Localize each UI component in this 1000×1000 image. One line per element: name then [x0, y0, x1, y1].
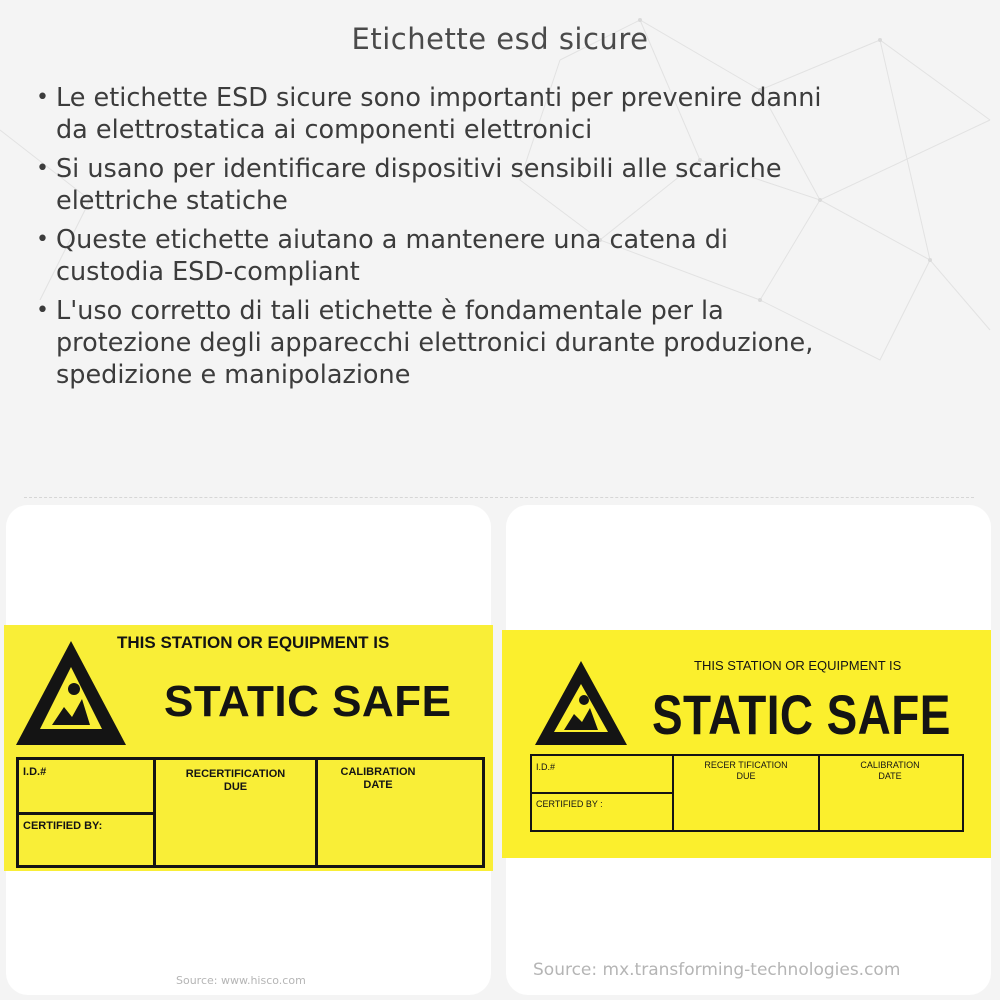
section-divider: [24, 497, 974, 498]
bullet-line: spedizione e manipolazione: [56, 360, 411, 390]
grid-divider: [532, 792, 672, 794]
id-field-label: I.D.#: [23, 766, 47, 778]
bullet-list: [34, 82, 974, 398]
calib-line: CALIBRATION: [340, 766, 416, 778]
image-card-right: [506, 505, 991, 995]
id-field-label: I.D.#: [536, 762, 556, 772]
esd-warning-triangle-icon: [532, 658, 630, 748]
label-form-grid: [16, 757, 485, 868]
label-header: THIS STATION OR EQUIPMENT IS: [117, 633, 390, 652]
label-form-grid: [530, 754, 964, 832]
label-header: THIS STATION OR EQUIPMENT IS: [694, 658, 902, 673]
esd-warning-triangle-icon: [12, 637, 130, 749]
recertification-label: [156, 768, 315, 794]
image-card-left: [6, 505, 491, 995]
bullet-line: custodia ESD-compliant: [56, 257, 360, 287]
recert-line: DUE: [223, 781, 248, 793]
bullet-dot: •: [36, 85, 49, 110]
certified-by-label: CERTIFIED BY:: [23, 820, 103, 832]
bullet-line: da elettrostatica ai componenti elettronici: [56, 115, 593, 145]
recert-line: RECER TIFICATION: [704, 760, 788, 770]
bullet-item: [34, 82, 974, 146]
label-main-text: STATIC SAFE: [652, 683, 951, 746]
calibration-label: [318, 766, 438, 792]
static-safe-label-image: [502, 630, 991, 858]
calib-line: CALIBRATION: [860, 760, 920, 770]
label-main-text: STATIC SAFE: [164, 677, 452, 726]
image-source-caption: Source: mx.transforming-technologies.com: [533, 960, 901, 980]
bullet-line: L'uso corretto di tali etichette è fondamentale per la: [56, 296, 724, 326]
recert-line: DUE: [736, 771, 756, 781]
image-source-caption: Source: www.hisco.com: [176, 974, 306, 987]
grid-divider: [19, 812, 153, 815]
calibration-label: [820, 760, 960, 782]
static-safe-label-image: [4, 625, 493, 871]
bullet-item: [34, 153, 974, 217]
bullet-dot: •: [36, 227, 49, 252]
bullet-dot: •: [36, 298, 49, 323]
recertification-label: [674, 760, 818, 782]
bullet-dot: •: [36, 156, 49, 181]
bullet-line: Le etichette ESD sicure sono importanti per prevenire danni: [56, 83, 822, 113]
bullet-line: Si usano per identificare dispositivi sensibili alle scariche: [56, 154, 782, 184]
bullet-line: elettriche statiche: [56, 186, 288, 216]
calib-line: DATE: [363, 779, 393, 791]
bullet-item: [34, 295, 974, 391]
recert-line: RECERTIFICATION: [185, 768, 286, 780]
bullet-item: [34, 224, 974, 288]
page-title: Etichette esd sicure: [351, 22, 649, 56]
bullet-line: protezione degli apparecchi elettronici durante produzione,: [56, 328, 814, 358]
certified-by-label: CERTIFIED BY :: [536, 799, 603, 809]
calib-line: DATE: [878, 771, 902, 781]
bullet-line: Queste etichette aiutano a mantenere una catena di: [56, 225, 728, 255]
